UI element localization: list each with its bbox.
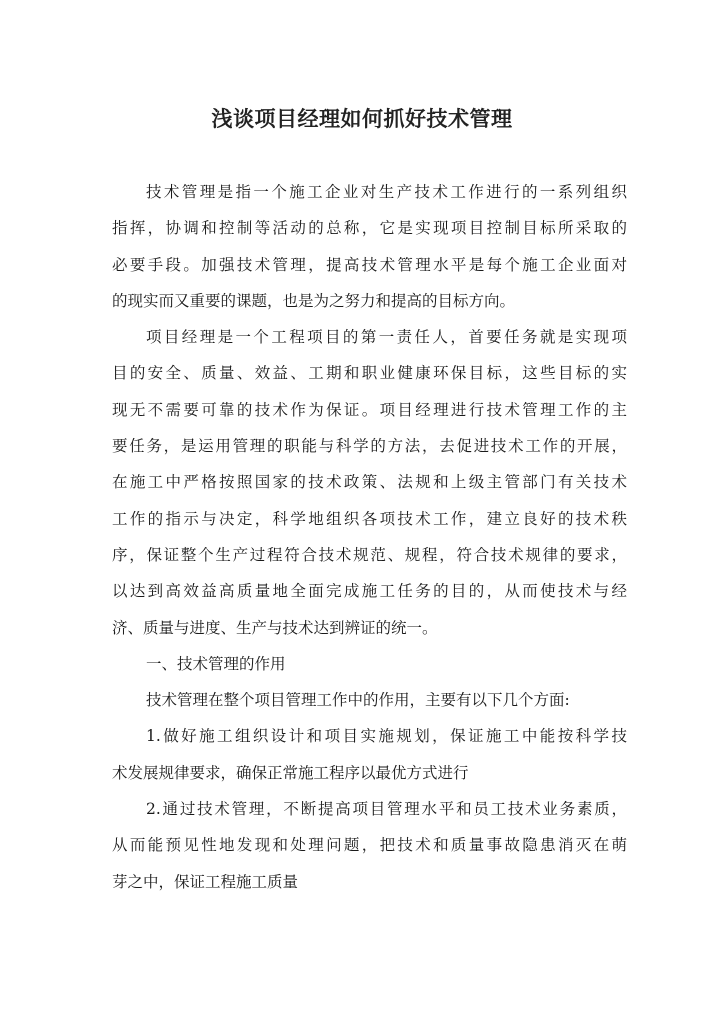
paragraph-line: 工作的指示与决定，科学地组织各项技术工作，建立良好的技术秩 — [112, 509, 627, 528]
paragraph-line: 济、质量与进度、生产与技术达到辨证的统一。 — [112, 618, 438, 637]
paragraph-line: 技术管理是指一个施工企业对生产技术工作进行的一系列组织 — [146, 183, 627, 201]
paragraph-line: 在施工中严格按照国家的技术政策、法规和上级主管部门有关技术 — [112, 473, 627, 492]
list-item-line: 芽之中，保证工程施工质量 — [112, 872, 299, 891]
list-item-line: 1.做好施工组织设计和项目实施规划，保证施工中能按科学技 — [146, 727, 627, 746]
paragraph-line: 要任务，是运用管理的职能与科学的方法，去促进技术工作的开展， — [112, 437, 627, 456]
document-title: 浅谈项目经理如何抓好技术管理 — [211, 107, 513, 131]
paragraph-line: 技术管理在整个项目管理工作中的作用，主要有以下几个方面: — [146, 691, 570, 710]
paragraph-line: 以达到高效益高质量地全面完成施工任务的目的，从而使技术与经 — [112, 582, 627, 601]
list-item-line: 从而能预见性地发现和处理问题，把技术和质量事故隐患消灭在萌 — [112, 836, 627, 855]
list-item-line: 术发展规律要求，确保正常施工程序以最优方式进行 — [112, 763, 469, 782]
paragraph-line: 现无不需要可靠的技术作为保证。项目经理进行技术管理工作的主 — [112, 400, 627, 419]
paragraph-line: 序，保证整个生产过程符合技术规范、规程，符合技术规律的要求， — [112, 545, 627, 564]
document-body — [112, 174, 627, 900]
paragraph-line: 的现实而又重要的课题，也是为之努力和提高的目标方向。 — [112, 291, 516, 310]
section-heading: 一、技术管理的作用 — [146, 654, 286, 673]
paragraph-line: 目的安全、质量、效益、工期和职业健康环保目标，这些目标的实 — [112, 364, 627, 383]
paragraph-line: 项目经理是一个工程项目的第一责任人，首要任务就是实现项 — [146, 328, 627, 347]
list-item-line: 2.通过技术管理，不断提高项目管理水平和员工技术业务素质， — [146, 800, 627, 819]
paragraph-line: 指挥，协调和控制等活动的总称，它是实现项目控制目标所采取的 — [112, 219, 627, 238]
paragraph-line: 必要手段。加强技术管理，提高技术管理水平是每个施工企业面对 — [112, 255, 627, 274]
